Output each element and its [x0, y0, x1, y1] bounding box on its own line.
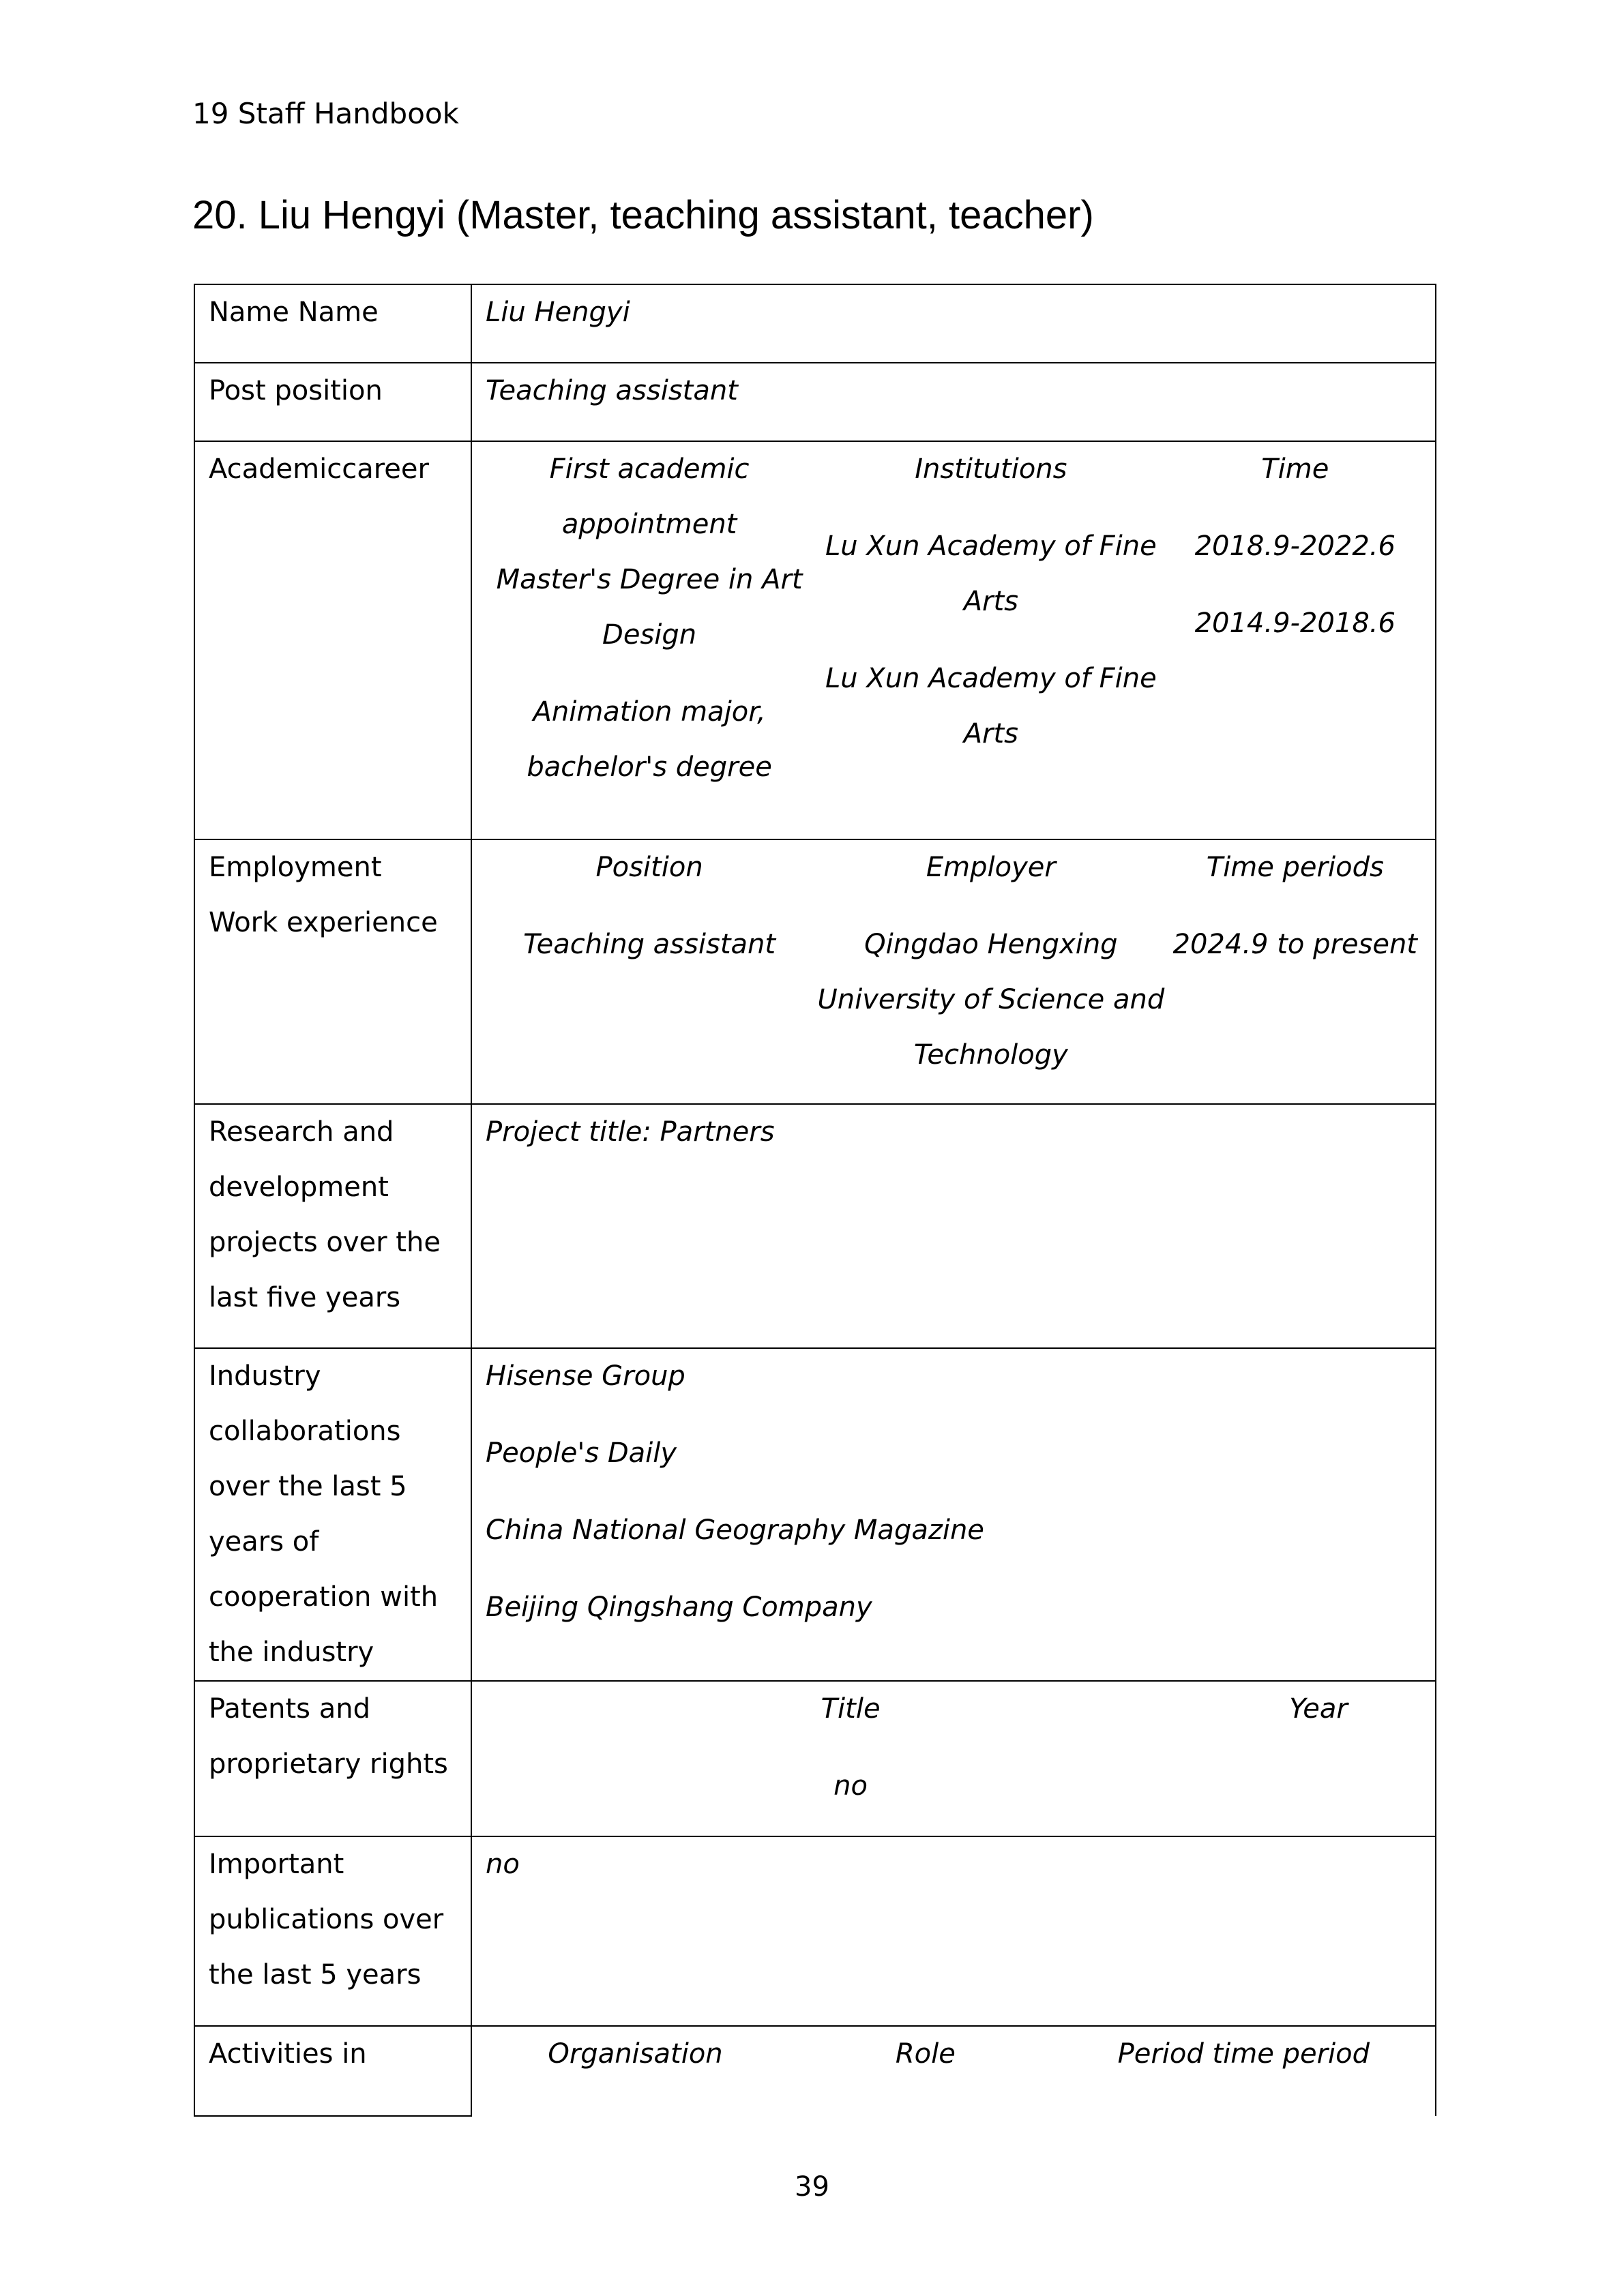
- academic-institution: Lu Xun Academy of Fine Arts: [825, 531, 1157, 617]
- row-label-research: Research and development projects over the last five years: [194, 1104, 471, 1348]
- patents-value: no: [833, 1770, 868, 1802]
- table-row: [194, 284, 1436, 363]
- industry-item: People's Daily: [486, 1437, 677, 1469]
- staff-profile-table: [194, 284, 1436, 2117]
- row-label-name: Name Name: [194, 284, 471, 363]
- academic-degree: Animation major, bachelor's degree: [527, 696, 772, 783]
- table-row: [194, 1836, 1436, 2026]
- academic-header-appointment: First academic appointment: [549, 453, 750, 540]
- row-value-research: Project title: Partners: [471, 1104, 1436, 1348]
- row-value-patents: [471, 1681, 1436, 1836]
- running-header: 19 Staff Handbook: [192, 97, 459, 130]
- industry-item: China National Geography Magazine: [486, 1515, 984, 1546]
- row-value-academic: [471, 441, 1436, 839]
- industry-item: Hisense Group: [486, 1360, 685, 1392]
- row-value-post: Teaching assistant: [471, 363, 1436, 441]
- row-label-publications: Important publications over the last 5 years: [194, 1836, 471, 2026]
- table-row: [194, 1681, 1436, 1836]
- academic-time: 2014.9-2018.6: [1194, 608, 1396, 639]
- row-value-employment: [471, 839, 1436, 1104]
- activities-header-period: Period time period: [1117, 2038, 1370, 2070]
- page-number: 39: [795, 2171, 829, 2203]
- table-row: [194, 441, 1436, 839]
- patents-header-year: Year: [1289, 1693, 1348, 1725]
- academic-institution: Lu Xun Academy of Fine Arts: [825, 663, 1157, 749]
- row-value-industry: [471, 1348, 1436, 1681]
- row-label-academic: Academiccareer: [194, 441, 471, 839]
- table-row: [194, 1348, 1436, 1681]
- row-label-activities: Activities in: [194, 2026, 471, 2116]
- academic-header-time: Time: [1261, 453, 1329, 485]
- employment-header-period: Time periods: [1206, 852, 1384, 883]
- table-row: [194, 363, 1436, 441]
- activities-header-role: Role: [895, 2038, 956, 2070]
- row-label-industry: Industry collaborations over the last 5 years of cooperation with the industry: [194, 1348, 471, 1681]
- row-value-name: Liu Hengyi: [471, 284, 1436, 363]
- employment-period: 2024.9 to present: [1172, 929, 1417, 960]
- row-label-employment: Employment Work experience: [194, 839, 471, 1104]
- employment-header-employer: Employer: [926, 852, 1056, 883]
- employment-position: Teaching assistant: [523, 929, 776, 960]
- employment-employer: Qingdao Hengxing University of Science and Technology: [817, 929, 1165, 1071]
- patents-header-title: Title: [821, 1693, 881, 1725]
- row-label-post: Post position: [194, 363, 471, 441]
- employment-header-position: Position: [595, 852, 703, 883]
- industry-item: Beijing Qingshang Company: [486, 1592, 872, 1623]
- row-label-patents: Patents and proprietary rights: [194, 1681, 471, 1836]
- academic-degree: Master's Degree in Art Design: [496, 564, 803, 651]
- academic-header-institutions: Institutions: [915, 453, 1067, 485]
- table-row: [194, 2026, 1436, 2116]
- row-value-publications: no: [471, 1836, 1436, 2026]
- table-row: [194, 839, 1436, 1104]
- table-row: [194, 1104, 1436, 1348]
- section-title: 20. Liu Hengyi (Master, teaching assistant, teacher): [192, 193, 1094, 237]
- activities-header-organisation: Organisation: [548, 2038, 723, 2070]
- row-value-activities: [471, 2026, 1436, 2116]
- academic-time: 2018.9-2022.6: [1194, 531, 1396, 562]
